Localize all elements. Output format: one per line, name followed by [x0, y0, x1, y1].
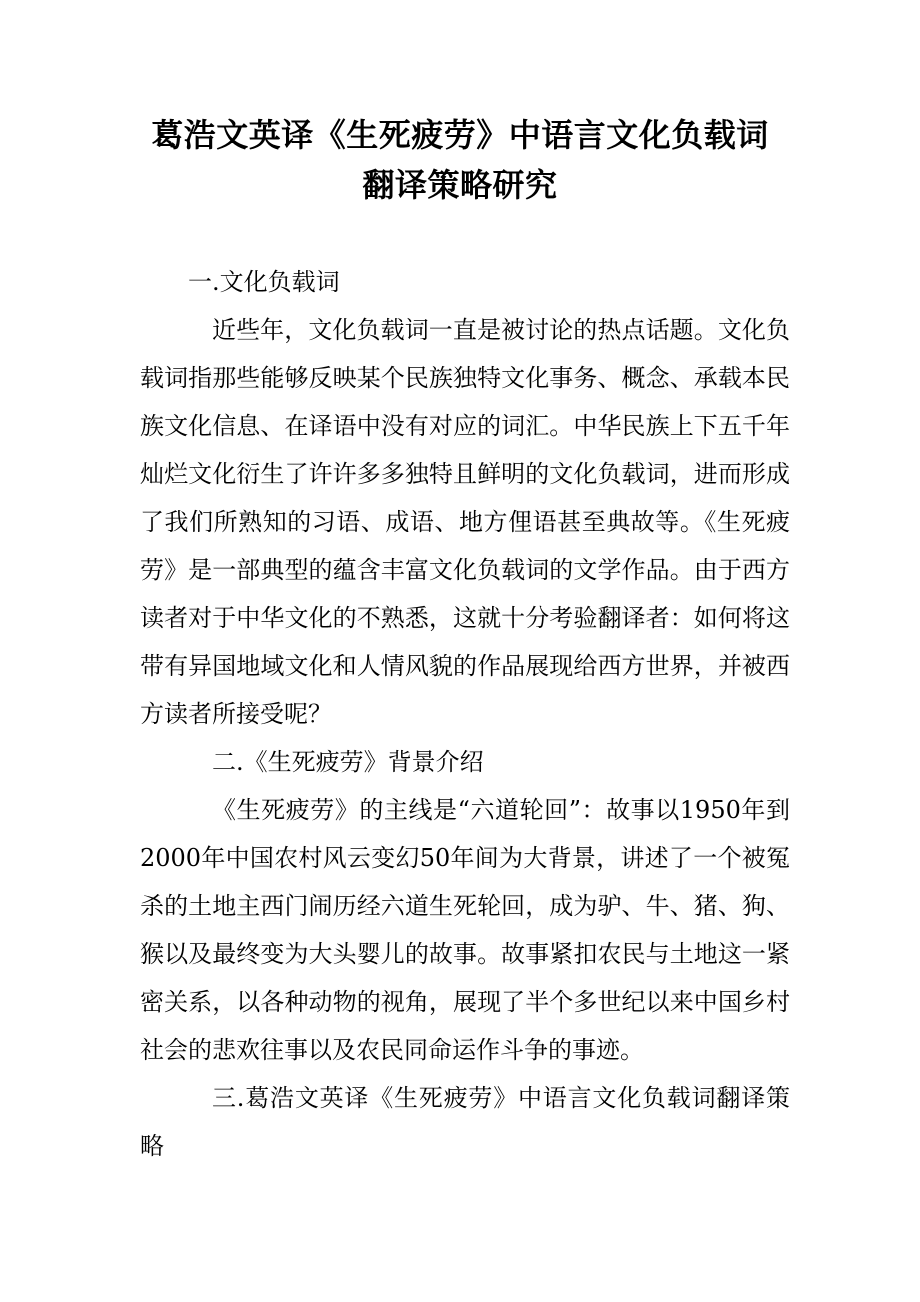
title-line-2: 翻译策略研究 — [362, 166, 558, 204]
section-3-heading: 三.葛浩文英译《生死疲劳》中语言文化负载词翻译策略 — [140, 1084, 790, 1160]
section-2-heading: 二.《生死疲劳》背景介绍 — [212, 748, 484, 776]
section-1-paragraph: 近些年，文化负载词一直是被讨论的热点话题。文化负载词指那些能够反映某个民族独特文化事务、概念、承载本民族文化信息、在译语中没有对应的词汇。中华民族上下五千年灿烂文化衍生了许许多多独特且鲜明的文化负载词，进而形成了我们所熟知的习语、成语、地方俚语甚至典故等。《生死疲劳》是一部典型的蕴含丰富文化负载词的文学作品。由于西方读者对于中华文化的不熟悉，这就十分考验翻译者：如何将这带有异国地域文化和人情风貌的作品展现给西方世界，并被西方读者所接受呢？ — [140, 316, 790, 728]
document-title — [100, 110, 820, 210]
document-body — [140, 258, 790, 1170]
section-2-paragraph: 《生死疲劳》的主线是“六道轮回”：故事以1950年到2000年中国农村风云变幻50年间为大背景，讲述了一个被冤杀的土地主西门闹历经六道生死轮回，成为驴、牛、猪、狗、猴以及最终变为大头婴儿的故事。故事紧扣农民与土地这一紧密关系，以各种动物的视角，展现了半个多世纪以来中国乡村社会的悲欢往事以及农民同命运作斗争的事迹。 — [140, 796, 790, 1064]
section-1-heading: 一.文化负载词 — [188, 268, 340, 296]
title-line-1: 葛浩文英译《生死疲劳》中语言文化负载词 — [151, 116, 769, 154]
